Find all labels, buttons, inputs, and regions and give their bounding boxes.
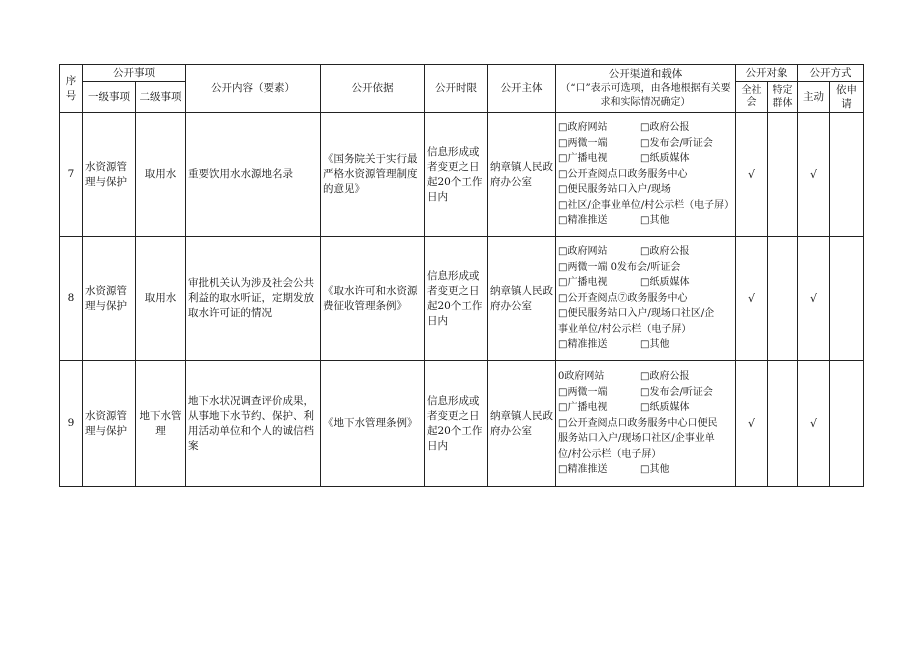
row-level2: 地下水管理 xyxy=(136,361,186,487)
channel-line xyxy=(558,198,733,214)
channel-option: □政府公报 xyxy=(640,246,690,258)
row-channels xyxy=(556,113,736,237)
channel-line xyxy=(558,244,733,260)
channel-option: □精准推送 xyxy=(558,215,608,227)
channel-option: 位/村公示栏（电子屏） xyxy=(558,448,662,460)
header-time: 公开时限 xyxy=(425,65,488,113)
channel-line xyxy=(558,182,733,198)
row-active: √ xyxy=(798,237,830,361)
channel-option: □政府公报 xyxy=(640,371,690,383)
channel-option: 事业单位/村公示栏（电子屏） xyxy=(558,323,692,335)
row-time: 信息形成或者变更之日起20个工作日内 xyxy=(425,237,488,361)
channel-option: □其他 xyxy=(640,339,670,351)
channel-option: □政府网站 xyxy=(558,122,608,134)
channel-line xyxy=(558,385,733,401)
row-no: 9 xyxy=(60,361,83,487)
row-subject: 纳章镇人民政府办公室 xyxy=(488,237,556,361)
channel-line xyxy=(558,322,733,338)
channel-line xyxy=(558,416,733,432)
header-items: 公开事项 xyxy=(83,65,186,82)
row-time: 信息形成或者变更之日起20个工作日内 xyxy=(425,113,488,237)
row-on-request xyxy=(830,113,864,237)
header-content: 公开内容（要素） xyxy=(186,65,321,113)
row-level1: 水资源管理与保护 xyxy=(83,113,136,237)
row-no: 8 xyxy=(60,237,83,361)
channel-option: □精准推送 xyxy=(558,464,608,476)
row-subject: 纳章镇人民政府办公室 xyxy=(488,361,556,487)
channel-option: □两微一端 0发布会/听证会 xyxy=(558,261,681,273)
row-specific xyxy=(768,237,798,361)
row-specific xyxy=(768,361,798,487)
channel-option: □精准推送 xyxy=(558,339,608,351)
header-level2: 二级事项 xyxy=(136,82,186,113)
channel-option: □纸质媒体 xyxy=(640,153,690,165)
row-channels xyxy=(556,237,736,361)
header-subject: 公开主体 xyxy=(488,65,556,113)
row-all-society: √ xyxy=(736,237,768,361)
channel-line xyxy=(558,337,733,353)
channel-option: □政府网站 xyxy=(558,246,608,258)
channel-line xyxy=(558,462,733,478)
header-seq: 序号 xyxy=(60,65,83,113)
header-on-request: 依申请 xyxy=(830,82,864,113)
row-level2: 取用水 xyxy=(136,237,186,361)
row-basis: 《取水许可和水资源费征收管理条例》 xyxy=(321,237,425,361)
channel-option: □纸质媒体 xyxy=(640,402,690,414)
row-all-society: √ xyxy=(736,361,768,487)
row-subject: 纳章镇人民政府办公室 xyxy=(488,113,556,237)
header-all-society: 全社会 xyxy=(736,82,768,113)
row-all-society: √ xyxy=(736,113,768,237)
channel-option: □纸质媒体 xyxy=(640,277,690,289)
channel-line xyxy=(558,447,733,463)
channel-option: □发布会/听证会 xyxy=(640,137,713,149)
row-time: 信息形成或者变更之日起20个工作日内 xyxy=(425,361,488,487)
channel-option: □社区/企事业单位/村公示栏（电子屏） xyxy=(558,199,735,211)
channel-option: □其他 xyxy=(640,464,670,476)
header-level1: 一级事项 xyxy=(83,82,136,113)
channel-line xyxy=(558,431,733,447)
channel-line xyxy=(558,306,733,322)
channel-option: □政府公报 xyxy=(640,122,690,134)
row-level1: 水资源管理与保护 xyxy=(83,237,136,361)
row-content: 审批机关认为涉及社会公共利益的取水听证，定期发放取水许可证的情况 xyxy=(186,237,321,361)
header-channel-title: 公开渠道和载体 xyxy=(608,68,683,80)
channel-line xyxy=(558,136,733,152)
row-active: √ xyxy=(798,361,830,487)
channel-option: 服务站口入户/现场口社区/企事业单 xyxy=(558,433,715,445)
header-specific: 特定群体 xyxy=(768,82,798,113)
channel-option: □发布会/听证会 xyxy=(640,386,713,398)
channel-line xyxy=(558,213,733,229)
channel-option: □其他 xyxy=(640,215,670,227)
channel-line xyxy=(558,369,733,385)
row-basis: 《国务院关于实行最严格水资源管理制度的意见》 xyxy=(321,113,425,237)
channel-option: □便民服务站口入户/现场口社区/企 xyxy=(558,308,715,320)
row-level1: 水资源管理与保护 xyxy=(83,361,136,487)
channel-line xyxy=(558,151,733,167)
header-method: 公开方式 xyxy=(798,65,864,82)
row-level2: 取用水 xyxy=(136,113,186,237)
header-channel xyxy=(556,65,736,113)
channel-line xyxy=(558,275,733,291)
disclosure-table xyxy=(59,64,864,487)
channel-option: □两微一端 xyxy=(558,137,608,149)
channel-option: 0政府网站 xyxy=(558,371,605,383)
header-target: 公开对象 xyxy=(736,65,798,82)
row-active: √ xyxy=(798,113,830,237)
row-channels xyxy=(556,361,736,487)
row-content: 重要饮用水水源地名录 xyxy=(186,113,321,237)
table-row xyxy=(60,113,864,237)
header-active: 主动 xyxy=(798,82,830,113)
channel-line xyxy=(558,120,733,136)
row-specific xyxy=(768,113,798,237)
row-on-request xyxy=(830,361,864,487)
row-content: 地下水状况调查评价成果，从事地下水节约、保护、利用活动单位和个人的诚信档案 xyxy=(186,361,321,487)
channel-option: □便民服务站口入户/现场 xyxy=(558,184,671,196)
row-no: 7 xyxy=(60,113,83,237)
table-row xyxy=(60,237,864,361)
channel-option: □广播电视 xyxy=(558,402,608,414)
channel-line xyxy=(558,400,733,416)
channel-option: □广播电视 xyxy=(558,277,608,289)
channel-option: □公开查阅点⑦政务服务中心 xyxy=(558,292,688,304)
channel-line xyxy=(558,167,733,183)
channel-line xyxy=(558,260,733,276)
row-basis: 《地下水管理条例》 xyxy=(321,361,425,487)
channel-line xyxy=(558,291,733,307)
header-channel-note: （“口”表示可选项，由各地根据有关要求和实际情况确定） xyxy=(560,83,731,108)
table-row xyxy=(60,361,864,487)
row-on-request xyxy=(830,237,864,361)
channel-option: □两微一端 xyxy=(558,386,608,398)
channel-option: □公开查阅点口政务服务中心口便民 xyxy=(558,417,718,429)
channel-option: □广播电视 xyxy=(558,153,608,165)
channel-option: □公开查阅点口政务服务中心 xyxy=(558,168,688,180)
header-basis: 公开依据 xyxy=(321,65,425,113)
